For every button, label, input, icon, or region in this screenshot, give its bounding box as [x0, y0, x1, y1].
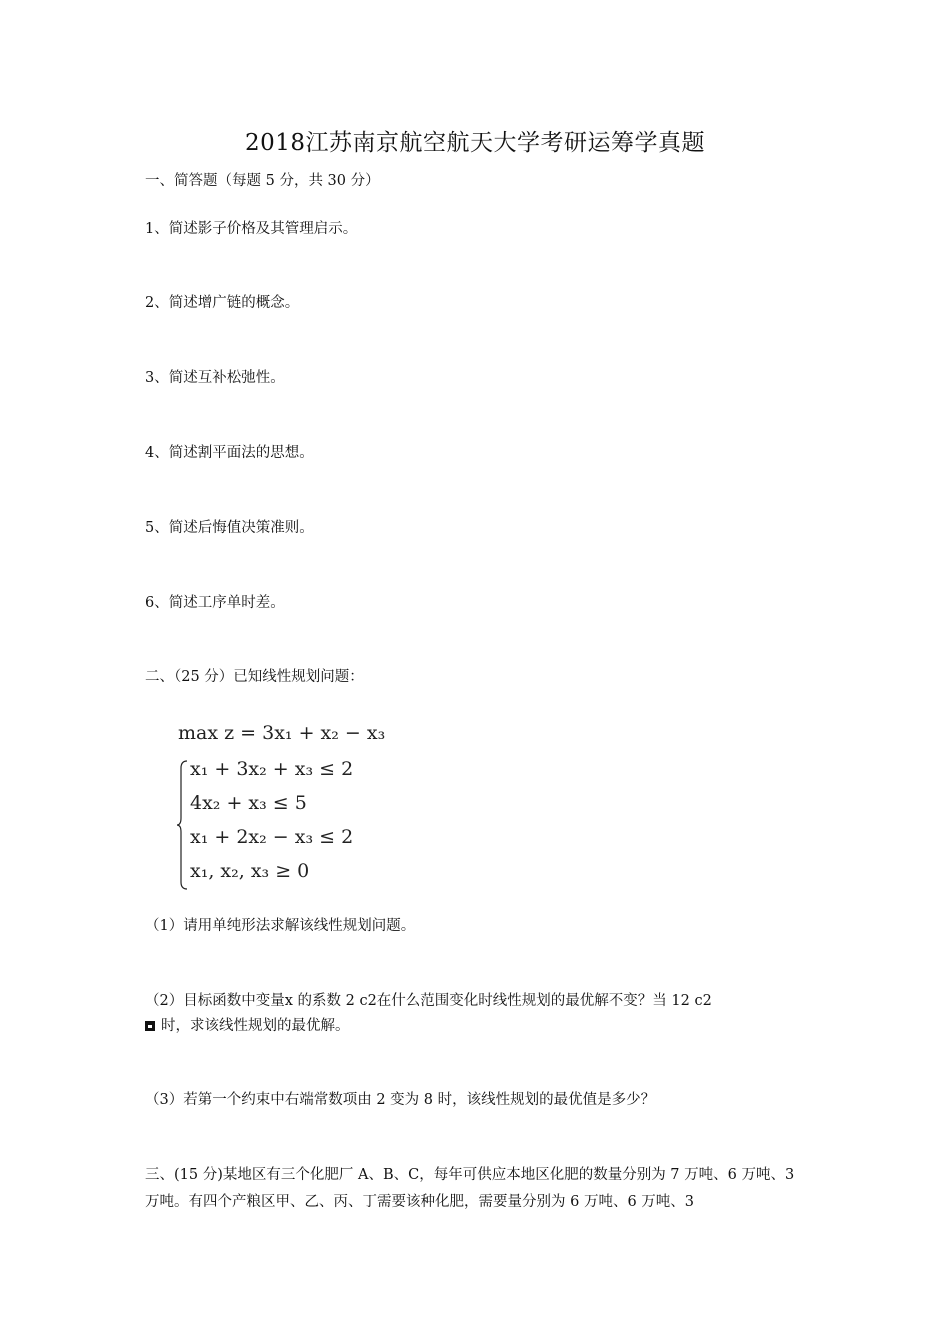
section3-text: 三、(15 分)某地区有三个化肥厂 A、B、C，每年可供应本地区化肥的数量分别为 7 万吨、6 万吨、3 万吨。有四个产粮区甲、乙、丙、丁需要该种化肥，需要量分别为 6 万吨、6 万吨、3: [145, 1167, 795, 1210]
section1-heading: 一、简答题（每题 5 分，共 30 分）: [145, 173, 380, 189]
constraint-brace: [176, 760, 188, 890]
question-6: 6、简述工序单时差。: [145, 595, 285, 611]
lp-constraint-3: x₁ + 2x₂ − x₃ ≤ 2: [190, 826, 354, 848]
question-4: 4、简述割平面法的思想。: [145, 445, 314, 461]
lp-constraint-1: x₁ + 3x₂ + x₃ ≤ 2: [190, 758, 354, 780]
question-3: 3、简述互补松弛性。: [145, 370, 285, 386]
section2-part-1: （1）请用单纯形法求解该线性规划问题。: [145, 918, 416, 934]
section2-part-2-cont-text: 时，求该线性规划的最优解。: [161, 1018, 350, 1034]
lp-objective: max z = 3x₁ + x₂ − x₃: [178, 722, 386, 744]
lp-constraint-2: 4x₂ + x₃ ≤ 5: [190, 792, 307, 814]
lp-formula: [176, 720, 436, 890]
section2-part-2-cont: [145, 1015, 350, 1037]
section2-part-3: （3）若第一个约束中右端常数项由 2 变为 8 时，该线性规划的最优值是多少？: [145, 1092, 656, 1108]
document-title: 2018江苏南京航空航天大学考研运筹学真题: [244, 130, 706, 156]
section2-part-2: （2）目标函数中变量x 的系数 2 c2在什么范围变化时线性规划的最优解不变？当 12 c2: [145, 993, 712, 1009]
question-1: 1、简述影子价格及其管理启示。: [145, 221, 358, 237]
question-2: 2、简述增广链的概念。: [145, 295, 300, 311]
section2-heading: 二、（25 分）已知线性规划问题：: [145, 669, 364, 685]
placeholder-glyph-icon: [145, 1021, 155, 1031]
lp-constraint-4: x₁, x₂, x₃ ≥ 0: [190, 860, 310, 882]
question-5: 5、简述后悔值决策准则。: [145, 520, 314, 536]
